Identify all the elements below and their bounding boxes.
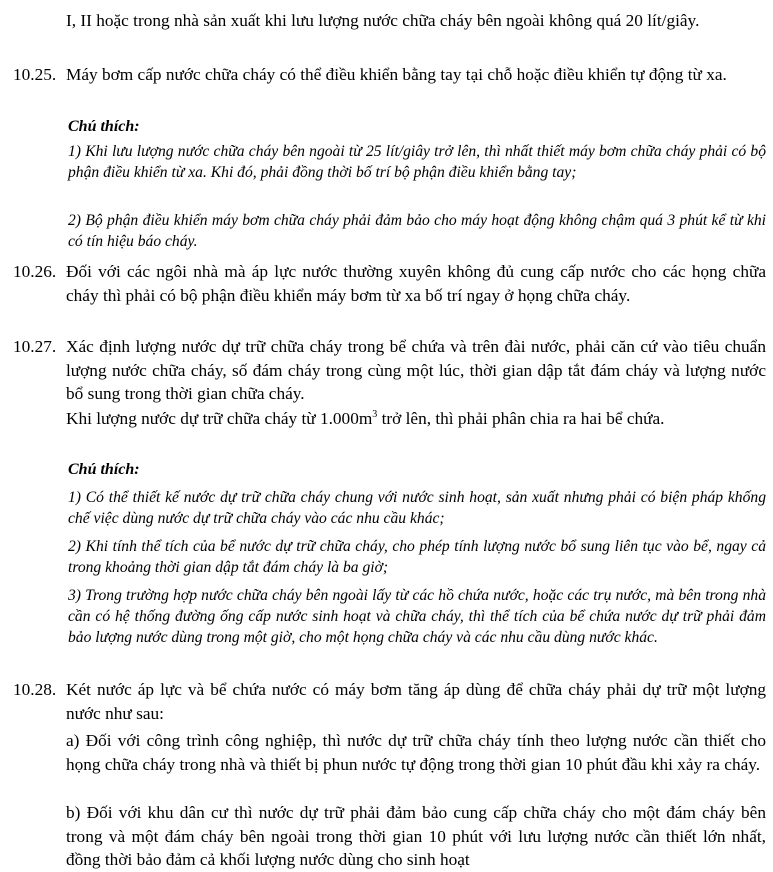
note-2-item-1: 1) Có thể thiết kế nước dự trữ chữa cháy chung với nước sinh hoạt, sản xuất nhưng phải có biện pháp khống chế việc dùng nước dự trữ chữa cháy vào các nhu cầu khác;	[68, 489, 766, 527]
section-number-10-26: 10.26.	[13, 262, 57, 281]
section-10-28-text: Két nước áp lực và bể chứa nước có máy bơm tăng áp dùng để chữa cháy phải dự trữ một lượng nước như sau:	[66, 680, 766, 723]
section-10-28-item-b: b) Đối với khu dân cư thì nước dự trữ phải đảm bảo cung cấp chữa cháy cho một đám cháy bên trong và một đám cháy bên ngoài trong thời gian 10 phút với lưu lượng nước cần thiết lớn nhất, đồng thời bảo đảm cả khối lượng nước dùng cho sinh hoạt	[66, 803, 766, 869]
section-number-10-28: 10.28.	[13, 680, 57, 699]
note-1-item-1: 1) Khi lưu lượng nước chữa cháy bên ngoài từ 25 lít/giây trở lên, thì nhất thiết máy bơm chữa cháy phải có bộ phận điều khiển từ xa. Khi đó, phải đồng thời bố trí bộ phận điều khiển bằng tay;	[68, 143, 766, 181]
note-2-item-2: 2) Khi tính thể tích của bể nước dự trữ chữa cháy, cho phép tính lượng nước bổ sung liên tục vào bể, ngay cả trong khoảng thời gian dập tắt đám cháy là ba giờ;	[68, 538, 766, 576]
note-1-item-2: 2) Bộ phận điều khiển máy bơm chữa cháy phải đảm bảo cho máy hoạt động không chậm quá 3 phút kể từ khi có tín hiệu báo cháy.	[68, 212, 766, 250]
tank-split-text: trở lên, thì phải phân chia ra hai bể chứa.	[377, 409, 665, 428]
note-2-item-3: 3) Trong trường hợp nước chữa cháy bên ngoài lấy từ các hồ chứa nước, hoặc các trụ nước, mà bên trong nhà cần có hệ thống đường ống cấp nước sinh hoạt và chữa cháy, thì thể tích của bể chứa nước dự trữ phải đảm bảo lượng nước dùng trong một giờ, cho một họng chữa cháy và các nhu cầu dùng nước khác.	[68, 587, 766, 646]
note-label-2: Chú thích:	[68, 461, 140, 478]
section-10-25-text: Máy bơm cấp nước chữa cháy có thể điều khiển bằng tay tại chỗ hoặc điều khiển tự động từ xa.	[66, 65, 727, 84]
section-10-28-item-a: a) Đối với công trình công nghiệp, thì nước dự trữ chữa cháy tính theo lượng nước cần thiết cho họng chữa cháy trong nhà và thiết bị phun nước tự động trong thời gian 10 phút đầu khi xảy ra cháy.	[66, 731, 766, 774]
note-label-1: Chú thích:	[68, 118, 140, 135]
section-number-10-25: 10.25.	[13, 65, 57, 84]
section-number-10-27: 10.27.	[13, 337, 57, 356]
cubic-superscript: 3	[372, 409, 378, 421]
paragraph-continuation: I, II hoặc trong nhà sản xuất khi lưu lượng nước chữa cháy bên ngoài không quá 20 lít/giây.	[66, 11, 700, 30]
section-10-27-text: Xác định lượng nước dự trữ chữa cháy trong bể chứa và trên đài nước, phải căn cứ vào tiêu chuẩn lượng nước chữa cháy, số đám cháy trong cùng một lúc, thời gian dập tắt đám cháy và lượng nước bổ sung trong thời gian chữa cháy.	[66, 337, 766, 403]
section-10-27-paragraph-2	[66, 407, 766, 431]
section-10-26-text: Đối với các ngôi nhà mà áp lực nước thường xuyên không đủ cung cấp nước cho các họng chữa cháy thì phải có bộ phận điều khiển máy bơm từ xa bố trí ngay ở họng chữa cháy.	[66, 262, 766, 305]
tank-volume-text: Khi lượng nước dự trữ chữa cháy từ 1.000m	[66, 409, 373, 428]
